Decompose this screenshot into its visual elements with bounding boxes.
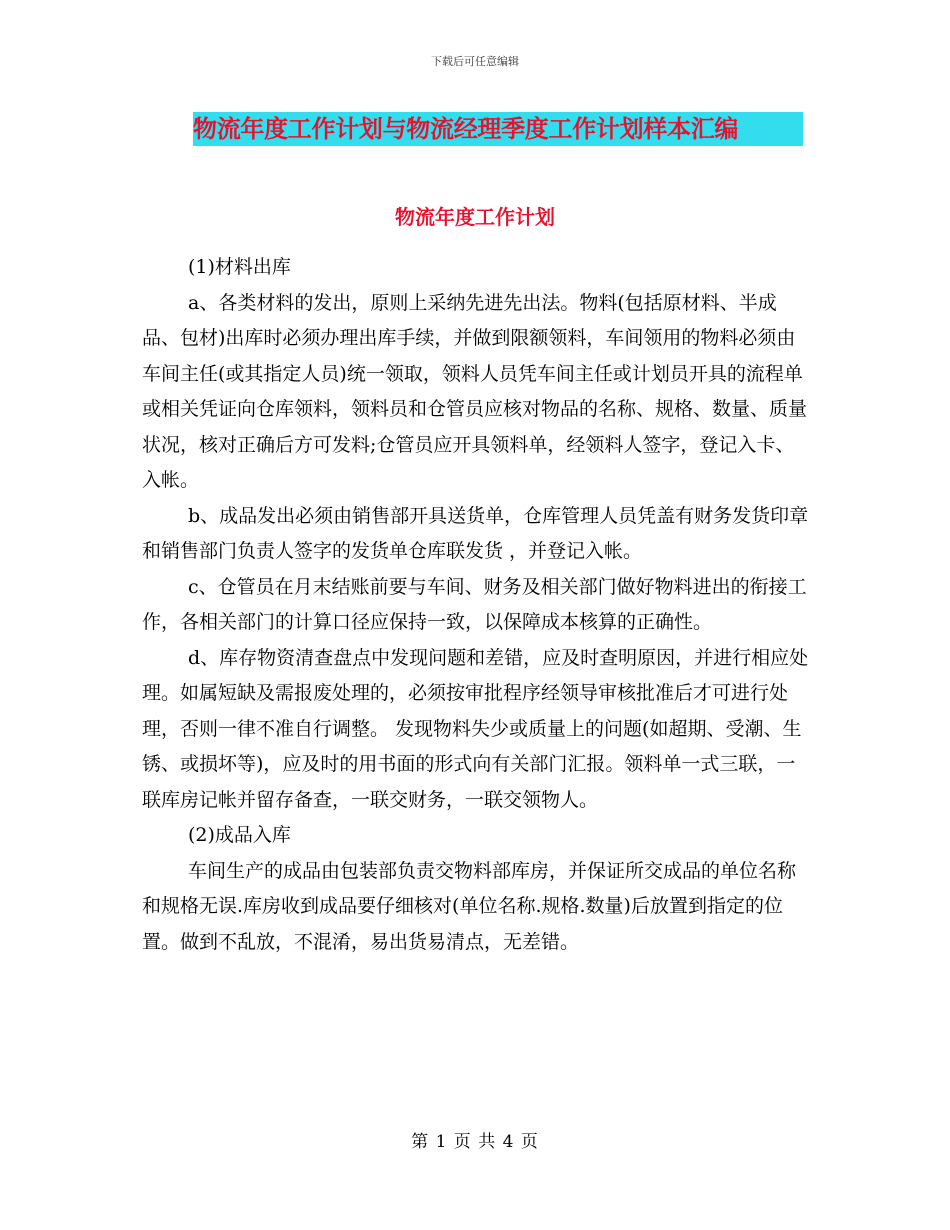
body-content [142,250,810,960]
paragraph-c: c、仓管员在月末结账前要与车间、财务及相关部门做好物料进出的衔接工作，各相关部门的计算口径应保持一致，以保障成本核算的正确性。 [142,575,807,633]
paragraph-heading-2: (2)成品入库 [188,824,291,846]
section-title: 物流年度工作计划 [395,205,555,229]
paragraph-heading-1: (1)材料出库 [188,256,291,278]
paragraph-a: a、各类材料的发出，原则上采纳先进先出法。物料(包括原材料、半成品、包材)出库时必须办理出库手续，并做到限额领料，车间领用的物料必须由车间主任(或其指定人员)统一领取，领料人员凭车间主任或计划员开具的流程单或相关凭证向仓库领料，领料员和仓管员应核对物品的名称、规格、数量、质量状况，核对正确后方可发料;仓管员应开具领料单，经领料人签字，登记入卡、入帐。 [142,291,808,491]
page-footer: 第 1 页 共 4 页 [411,1132,539,1152]
paragraph-d: d、库存物资清查盘点中发现问题和差错，应及时查明原因，并进行相应处理。如属短缺及需报废处理的，必须按审批程序经领导审核批准后才可进行处理，否则一律不准自行调整。 发现物料失少或质量上的问题(如超期、受潮、生锈、或损坏等)，应及时的用书面的形式向有关部门汇报。领料单一式三联，一联库房记帐并留存备查，一联交财务，一联交领物人。 [142,646,809,811]
document-title: 物流年度工作计划与物流经理季度工作计划样本汇编 [193,112,803,146]
paragraph-b: b、成品发出必须由销售部开具送货单，仓库管理人员凭盖有财务发货印章和销售部门负责人签字的发货单仓库联发货 ，并登记入帐。 [142,504,809,562]
paragraph-finished-goods: 车间生产的成品由包装部负责交物料部库房，并保证所交成品的单位名称和规格无误.库房收到成品要仔细核对(单位名称.规格.数量)后放置到指定的位置。做到不乱放，不混淆，易出货易清点，无差错。 [142,859,797,953]
page-header: 下载后可任意编辑 [431,55,519,68]
